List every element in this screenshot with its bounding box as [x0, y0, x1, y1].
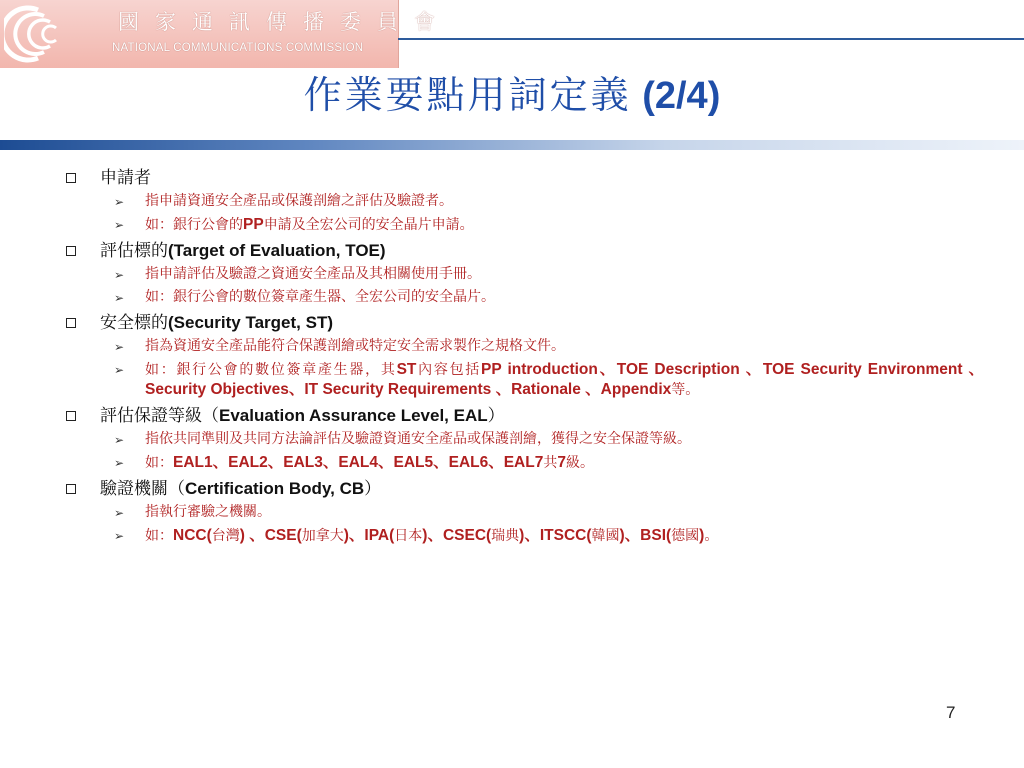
square-bullet-icon [66, 246, 76, 256]
detail-text: 指申請資通安全產品或保護剖繪之評估及驗證者。 [145, 193, 453, 209]
example-text: 申請及全宏公司的安全晶片申請。 [263, 217, 474, 233]
term-example [0, 288, 1024, 307]
page-number: 7 [946, 703, 956, 722]
example-text-en: ) [699, 527, 705, 544]
arrow-bullet-icon: ➢ [114, 340, 125, 354]
example-text-en: )、ITSCC( [519, 527, 592, 544]
arrow-bullet-icon: ➢ [114, 195, 125, 209]
slide-title [0, 64, 1024, 119]
title-gradient-band [0, 140, 1024, 150]
square-bullet-icon [66, 484, 76, 494]
term-item [0, 477, 1024, 501]
example-text-en: ) 、CSE( [239, 527, 302, 544]
example-text: 如： [145, 528, 173, 544]
example-text: 日本 [394, 528, 423, 544]
example-text: 內容包括 [416, 362, 482, 378]
example-text-en: PP [243, 216, 264, 233]
term-label-en: Certification Body, CB [185, 479, 365, 498]
slide-title-chinese: 作業要點用詞定義 [303, 73, 632, 117]
example-text: 德國 [671, 528, 700, 544]
detail-text: 指執行審驗之機關。 [145, 504, 271, 520]
arrow-bullet-icon: ➢ [114, 433, 125, 447]
arrow-bullet-icon: ➢ [114, 291, 125, 305]
example-text-en: 7 [557, 454, 566, 471]
example-text: 如：銀行公會的數位簽章產生器、全宏公司的安全晶片。 [145, 289, 495, 305]
logo-chinese-name: 國家通訊傳播委員會 [118, 10, 451, 34]
term-label-tail: ） [364, 479, 382, 499]
header-rule [398, 38, 1024, 40]
ncc-logo-icon [4, 4, 68, 64]
term-example [0, 526, 1024, 546]
square-bullet-icon [66, 173, 76, 183]
example-text: 台灣 [211, 528, 240, 544]
example-text: 。 [704, 528, 719, 544]
example-text-en: )、IPA( [343, 527, 395, 544]
example-text-en: NCC( [173, 527, 212, 544]
commission-logo-banner [0, 0, 451, 68]
term-label-tail: ） [487, 406, 505, 426]
logo-english-name: NATIONAL COMMUNICATIONS COMMISSION [112, 42, 364, 54]
term-detail [0, 503, 1024, 522]
term-item [0, 166, 1024, 190]
example-text: 共 [543, 455, 558, 471]
term-example [0, 360, 1024, 400]
term-label-en: Evaluation Assurance Level, EAL [219, 406, 488, 425]
example-text: 級。 [565, 455, 594, 471]
arrow-bullet-icon: ➢ [114, 363, 125, 377]
term-label: 評估保證等級（ [100, 406, 219, 426]
term-detail [0, 265, 1024, 284]
example-text-en: PP introduction、TOE Description 、TOE Security Environment 、 Security Objectives、IT Security Requirements 、Rationale 、Appendix [145, 361, 985, 398]
example-text: 如：銀行公會的數位簽章產生器，其 [145, 362, 397, 378]
square-bullet-icon [66, 318, 76, 328]
example-text: 加拿大 [301, 528, 344, 544]
term-item [0, 239, 1024, 263]
term-item [0, 404, 1024, 428]
slide-content [0, 166, 1024, 550]
term-example [0, 215, 1024, 235]
example-text: 瑞典 [491, 528, 520, 544]
square-bullet-icon [66, 411, 76, 421]
term-detail [0, 192, 1024, 211]
slide-title-number: (2/4) [631, 75, 721, 117]
example-text: 如：銀行公會的 [145, 217, 243, 233]
arrow-bullet-icon: ➢ [114, 456, 125, 470]
term-label: 申請者 [100, 168, 151, 188]
term-detail [0, 430, 1024, 449]
detail-text: 指申請評估及驗證之資通安全產品及其相關使用手冊。 [145, 266, 481, 282]
term-label: 評估標的 [100, 241, 168, 261]
arrow-bullet-icon: ➢ [114, 506, 125, 520]
example-text-en: EAL1、EAL2、EAL3、EAL4、EAL5、EAL6、EAL7 [173, 454, 544, 471]
example-text: 等。 [671, 382, 700, 398]
term-item [0, 311, 1024, 335]
term-label: 安全標的 [100, 313, 168, 333]
term-example [0, 453, 1024, 473]
arrow-bullet-icon: ➢ [114, 529, 125, 543]
term-detail [0, 337, 1024, 356]
detail-text: 指為資通安全產品能符合保護剖繪或特定安全需求製作之規格文件。 [145, 338, 565, 354]
example-text-en: )、CSEC( [422, 527, 492, 544]
example-text-en: )、BSI( [619, 527, 672, 544]
term-label: 驗證機關（ [100, 479, 185, 499]
detail-text: 指依共同準則及共同方法論評估及驗證資通安全產品或保護剖繪，獲得之安全保證等級。 [145, 431, 691, 447]
term-label-en: (Target of Evaluation, TOE) [168, 241, 386, 260]
arrow-bullet-icon: ➢ [114, 268, 125, 282]
term-label-en: (Security Target, ST) [168, 313, 333, 332]
arrow-bullet-icon: ➢ [114, 218, 125, 232]
example-text: 如： [145, 455, 173, 471]
example-text-en: ST [396, 361, 417, 378]
example-text: 韓國 [591, 528, 620, 544]
